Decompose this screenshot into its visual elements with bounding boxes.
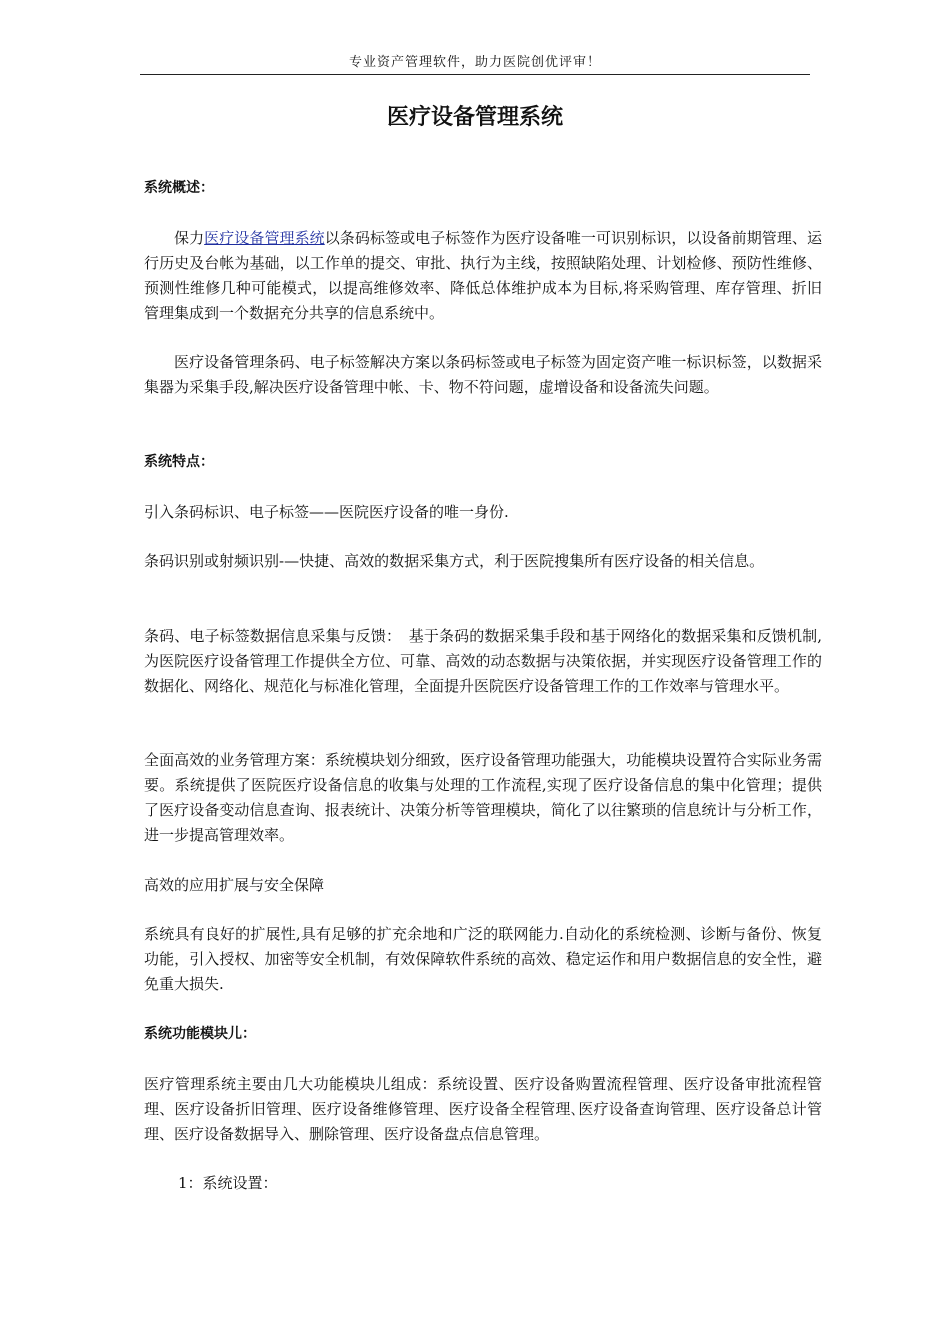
system-name-link[interactable]: 医疗设备管理系统: [204, 229, 325, 247]
overview-p1-body: 以条码标签或电子标签作为医疗设备唯一可识别标识，以设备前期管理、运行历史及台帐为基础，以工作单的提交、审批、执行为主线，按照缺陷处理、计划检修、预防性维修、预测性维修几种可能模式，以提高维修效率、降低总体维护成本为目标,将采购管理、库存管理、折旧管理集成到一个数据充分共享的信息系统中。: [144, 229, 822, 322]
document-title: 医疗设备管理系统: [386, 105, 563, 130]
section-heading-overview: 系统概述：: [144, 180, 214, 196]
modules-intro-paragraph: 医疗管理系统主要由几大功能模块儿组成：系统设置、医疗设备购置流程管理、医疗设备审批流程管理、医疗设备折旧管理、医疗设备维修管理、医疗设备全程管理､医疗设备查询管理、医疗设备总计管理、医疗设备数据导入、删除管理、医疗设备盘点信息管理。: [144, 1075, 822, 1143]
feature-item-extensibility: 系统具有良好的扩展性,具有足够的扩充余地和广泛的联网能力.自动化的系统检测、诊断与备份、恢复功能，引入授权、加密等安全机制，有效保障软件系统的高效、稳定运作和用户数据信息的安全性，避免重大损失.: [144, 925, 822, 993]
module-item-system-settings: 1：系统设置：: [178, 1174, 278, 1192]
page-header: [140, 54, 810, 75]
section-heading-modules: 系统功能模块儿：: [144, 1026, 256, 1042]
overview-p1-prefix: 保力: [174, 229, 205, 247]
feature-item-extension-security: 高效的应用扩展与安全保障: [144, 876, 325, 894]
feature-item-data-feedback: 条码、电子标签数据信息采集与反馈： 基于条码的数据采集手段和基于网络化的数据采集和反馈机制,为医院医疗设备管理工作提供全方位、可靠、高效的动态数据与决策依据，并实现医疗设备管理工作的数据化、网络化、规范化与标准化管理，全面提升医院医疗设备管理工作的工作效率与管理水平。: [144, 627, 822, 695]
feature-item-rfid-collection: 条码识别或射频识别-—快捷、高效的数据采集方式，利于医院搜集所有医疗设备的相关信息。: [144, 552, 765, 570]
overview-paragraph-2: 医疗设备管理条码、电子标签解决方案以条码标签或电子标签为固定资产唯一标识标签，以数据采集器为采集手段,解决医疗设备管理中帐、卡、物不符问题，虚增设备和设备流失问题。: [144, 353, 822, 396]
feature-item-barcode-identity: 引入条码标识、电子标签——医院医疗设备的唯一身份.: [144, 503, 509, 521]
overview-paragraph-1: [144, 226, 822, 326]
section-heading-features: 系统特点：: [144, 454, 214, 470]
header-tagline: 专业资产管理软件，助力医院创优评审！: [348, 55, 601, 70]
feature-item-business-management: 全面高效的业务管理方案：系统模块划分细致，医疗设备管理功能强大，功能模块设置符合实际业务需要。系统提供了医院医疗设备信息的收集与处理的工作流程,实现了医疗设备信息的集中化管理；提供了医疗设备变动信息查询、报表统计、决策分析等管理模块，简化了以往繁琐的信息统计与分析工作，进一步提高管理效率。: [144, 751, 822, 844]
